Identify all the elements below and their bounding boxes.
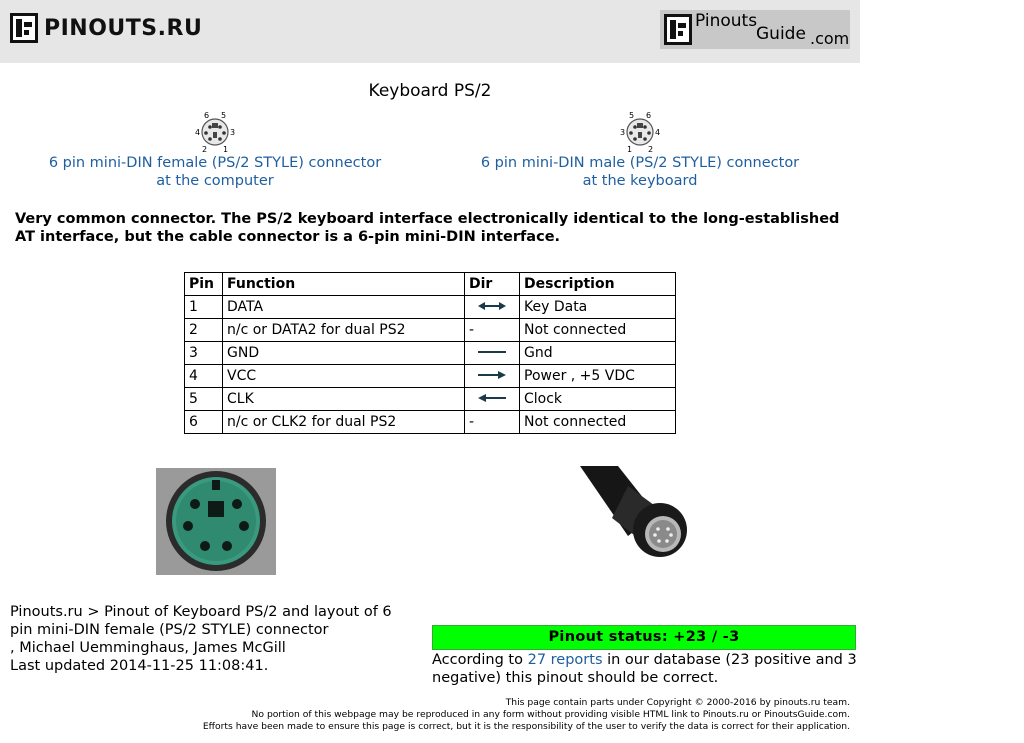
dir-cell: - — [465, 411, 520, 434]
male-connector-block — [460, 110, 820, 190]
description-cell: Not connected — [520, 319, 676, 342]
partner-word-guide: Guide — [756, 24, 806, 44]
description-cell: Not connected — [520, 411, 676, 434]
status-text-after: in our database (23 positive and 3 negative) this pinout should be correct. — [432, 652, 857, 686]
column-header-function: Function — [223, 273, 465, 296]
pin-label: 1 — [223, 145, 229, 154]
table-row — [185, 342, 676, 365]
pin-label: 2 — [648, 145, 654, 154]
pin-label: 4 — [655, 128, 661, 137]
pin-label: 5 — [221, 111, 227, 120]
male-connector-label: 6 pin mini-DIN male (PS/2 STYLE) connector — [480, 155, 800, 171]
dir-cell — [465, 365, 520, 388]
site-logo-link[interactable] — [10, 13, 202, 43]
table-row — [185, 319, 676, 342]
pin-label: 3 — [620, 128, 626, 137]
pin-label: 1 — [627, 145, 633, 154]
authors-line: , Michael Uemminghaus, James McGill — [10, 640, 286, 656]
function-cell: n/c or DATA2 for dual PS2 — [223, 319, 465, 342]
pin-label: 4 — [195, 128, 201, 137]
female-connector-block — [30, 110, 400, 190]
column-header-description: Description — [520, 273, 676, 296]
pin-label: 6 — [646, 111, 652, 120]
status-description — [432, 651, 857, 687]
female-socket-photo — [156, 468, 276, 575]
partner-word-com: .com — [810, 29, 850, 48]
page-title: Keyboard PS/2 — [368, 81, 492, 101]
pin-label: 5 — [629, 111, 635, 120]
pinoutsguide-logo-link[interactable] — [660, 10, 850, 49]
pinout-table — [184, 272, 676, 434]
pinout-status-bar: Pinout status: +23 / -3 — [432, 625, 856, 650]
column-header-dir: Dir — [465, 273, 520, 296]
pinoutsguide-logo-icon — [664, 14, 692, 45]
description-cell: Clock — [520, 388, 676, 411]
bidirectional-arrow-icon — [478, 301, 506, 311]
pin-cell: 6 — [185, 411, 223, 434]
dir-cell — [465, 296, 520, 319]
last-updated: Last updated 2014-11-25 11:08:41. — [10, 658, 269, 674]
pinouts-logo-icon — [10, 13, 38, 43]
reports-link[interactable]: 27 reports — [527, 652, 603, 668]
arrow-left-icon — [478, 393, 506, 403]
description-cell: Power , +5 VDC — [520, 365, 676, 388]
mini-din-male-diagram-icon — [610, 110, 670, 154]
table-row — [185, 365, 676, 388]
male-connector-link[interactable] — [481, 155, 799, 189]
intro-description: Very common connector. The PS/2 keyboard interface electronically identical to the long-established AT interface, but the cable connector is a 6-pin mini-DIN interface. — [15, 211, 840, 245]
female-connector-link[interactable] — [49, 155, 381, 189]
pin-cell: 4 — [185, 365, 223, 388]
pin-cell: 1 — [185, 296, 223, 319]
female-connector-sublabel: at the computer — [156, 173, 274, 189]
copyright-footer — [160, 697, 850, 733]
pin-label: 2 — [202, 145, 208, 154]
pin-cell: 5 — [185, 388, 223, 411]
pin-cell: 3 — [185, 342, 223, 365]
table-row — [185, 388, 676, 411]
function-cell: GND — [223, 342, 465, 365]
breadcrumb-line: Pinouts.ru > Pinout of Keyboard PS/2 and layout of 6 — [10, 604, 392, 620]
site-header — [0, 0, 860, 63]
dir-cell: - — [465, 319, 520, 342]
function-cell: n/c or CLK2 for dual PS2 — [223, 411, 465, 434]
pin-label: 3 — [230, 128, 236, 137]
description-cell: Key Data — [520, 296, 676, 319]
mini-din-female-diagram-icon — [185, 110, 245, 154]
status-text-before: According to — [432, 652, 528, 668]
description-cell: Gnd — [520, 342, 676, 365]
function-cell: DATA — [223, 296, 465, 319]
footer-line: Efforts have been made to ensure this page is correct, but it is the responsibility of the user to verify the data is correct for their application. — [202, 721, 850, 732]
ground-line-icon — [478, 347, 506, 357]
table-row — [185, 296, 676, 319]
breadcrumb-line: pin mini-DIN female (PS/2 STYLE) connector — [10, 622, 329, 638]
arrow-right-icon — [478, 370, 506, 380]
male-plug-photo — [578, 466, 700, 576]
table-row — [185, 411, 676, 434]
function-cell: CLK — [223, 388, 465, 411]
pin-cell: 2 — [185, 319, 223, 342]
table-header-row — [185, 273, 676, 296]
footer-line: No portion of this webpage may be reproduced in any form without providing visible HTML link to Pinouts.ru or PinoutsGuide.com. — [251, 709, 850, 720]
female-connector-label: 6 pin mini-DIN female (PS/2 STYLE) connector — [48, 155, 382, 171]
site-name: PINOUTS.RU — [44, 15, 203, 41]
dir-cell — [465, 388, 520, 411]
function-cell: VCC — [223, 365, 465, 388]
footer-line: This page contain parts under Copyright © 2000-2016 by pinouts.ru team. — [505, 697, 850, 708]
dir-cell — [465, 342, 520, 365]
column-header-pin: Pin — [185, 273, 223, 296]
male-connector-sublabel: at the keyboard — [582, 173, 698, 189]
partner-word-pinouts: Pinouts — [695, 11, 758, 31]
breadcrumb — [10, 603, 410, 675]
pin-label: 6 — [204, 111, 210, 120]
